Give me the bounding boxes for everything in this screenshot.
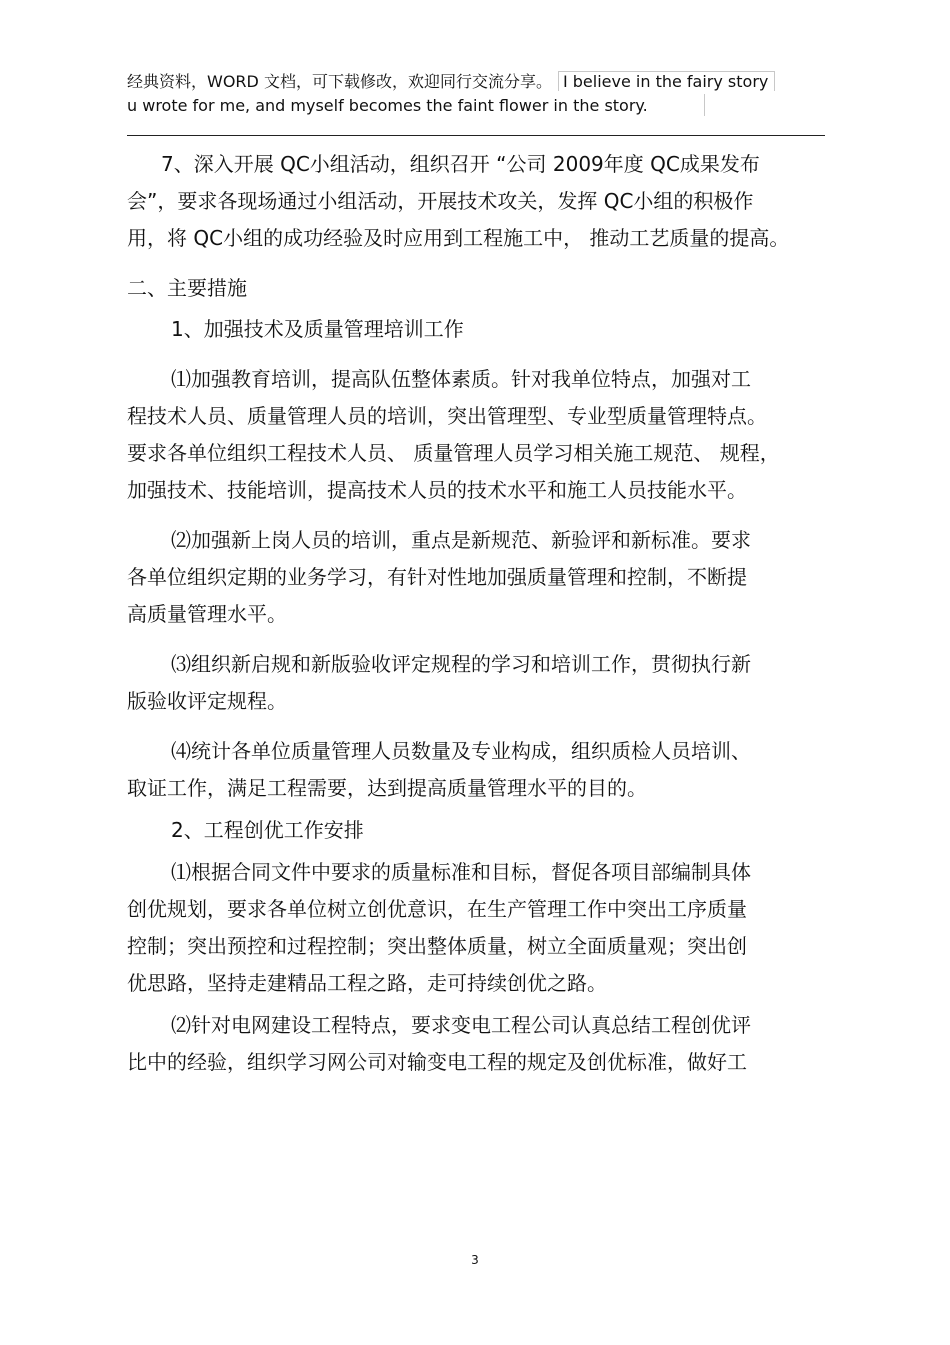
text-line: 各单位组织定期的业务学习，有针对性地加强质量管理和控制，不断提 [127, 565, 747, 589]
paragraph-excellence-2 [127, 1007, 827, 1081]
subsection-heading-excellence: 2、工程创优工作安排 [171, 818, 364, 842]
document-body [127, 146, 827, 1081]
paragraph-training-1 [127, 361, 827, 509]
header-quote-end: u wrote for me, and myself becomes the faint flower in the story. [127, 96, 648, 115]
text-line: ⑴加强教育培训，提高队伍整体素质。针对我单位特点，加强对工 [171, 367, 751, 391]
paragraph-excellence-1 [127, 854, 827, 1002]
header-box-edge [678, 94, 705, 116]
text-line: 加强技术、技能培训，提高技术人员的技术水平和施工人员技能水平。 [127, 478, 747, 502]
text-line: 取证工作，满足工程需要，达到提高质量管理水平的目的。 [127, 776, 647, 800]
subsection-heading-training: 1、加强技术及质量管理培训工作 [171, 317, 464, 341]
text-line: 控制；突出预控和过程控制；突出整体质量，树立全面质量观；突出创 [127, 934, 747, 958]
text-line: 会”，要求各现场通过小组活动，开展技术攻关，发挥 QC小组的积极作 [127, 189, 754, 213]
section-heading-measures: 二、主要措施 [127, 276, 247, 300]
header-line-1 [127, 70, 827, 94]
text-line: 高质量管理水平。 [127, 602, 287, 626]
text-line: 版验收评定规程。 [127, 689, 287, 713]
paragraph-training-4 [127, 733, 827, 807]
header-line-2 [127, 94, 827, 118]
text-line: ⑴根据合同文件中要求的质量标准和目标，督促各项目部编制具体 [171, 860, 751, 884]
paragraph-training-3 [127, 646, 827, 720]
text-line: ⑵加强新上岗人员的培训，重点是新规范、新验评和新标准。要求 [171, 528, 751, 552]
text-line: ⑷统计各单位质量管理人员数量及专业构成，组织质检人员培训、 [171, 739, 751, 763]
text-line: 7、深入开展 QC小组活动，组织召开 “公司 2009年度 QC成果发布 [161, 152, 760, 176]
paragraph-training-2 [127, 522, 827, 633]
page-header [127, 70, 827, 118]
text-line: 用，将 QC小组的成功经验及时应用到工程施工中， 推动工艺质量的提高。 [127, 226, 790, 250]
text-line: ⑶组织新启规和新版验收评定规程的学习和培训工作，贯彻执行新 [171, 652, 751, 676]
text-line: 比中的经验，组织学习网公司对输变电工程的规定及创优标准，做好工 [127, 1050, 747, 1074]
text-line: 程技术人员、质量管理人员的培训，突出管理型、专业型质量管理特点。 [127, 404, 767, 428]
paragraph-item-7 [127, 146, 827, 257]
header-divider [127, 135, 825, 136]
header-quote-start: I believe in the fairy story [558, 71, 775, 91]
page-number: 3 [471, 1253, 479, 1267]
header-promo-text: 经典资料，WORD 文档，可下载修改，欢迎同行交流分享。 [127, 72, 552, 91]
text-line: ⑵针对电网建设工程特点，要求变电工程公司认真总结工程创优评 [171, 1013, 751, 1037]
text-line: 优思路，坚持走建精品工程之路，走可持续创优之路。 [127, 971, 607, 995]
text-line: 创优规划，要求各单位树立创优意识，在生产管理工作中突出工序质量 [127, 897, 747, 921]
text-line: 要求各单位组织工程技术人员、 质量管理人员学习相关施工规范、 规程， [127, 441, 780, 465]
